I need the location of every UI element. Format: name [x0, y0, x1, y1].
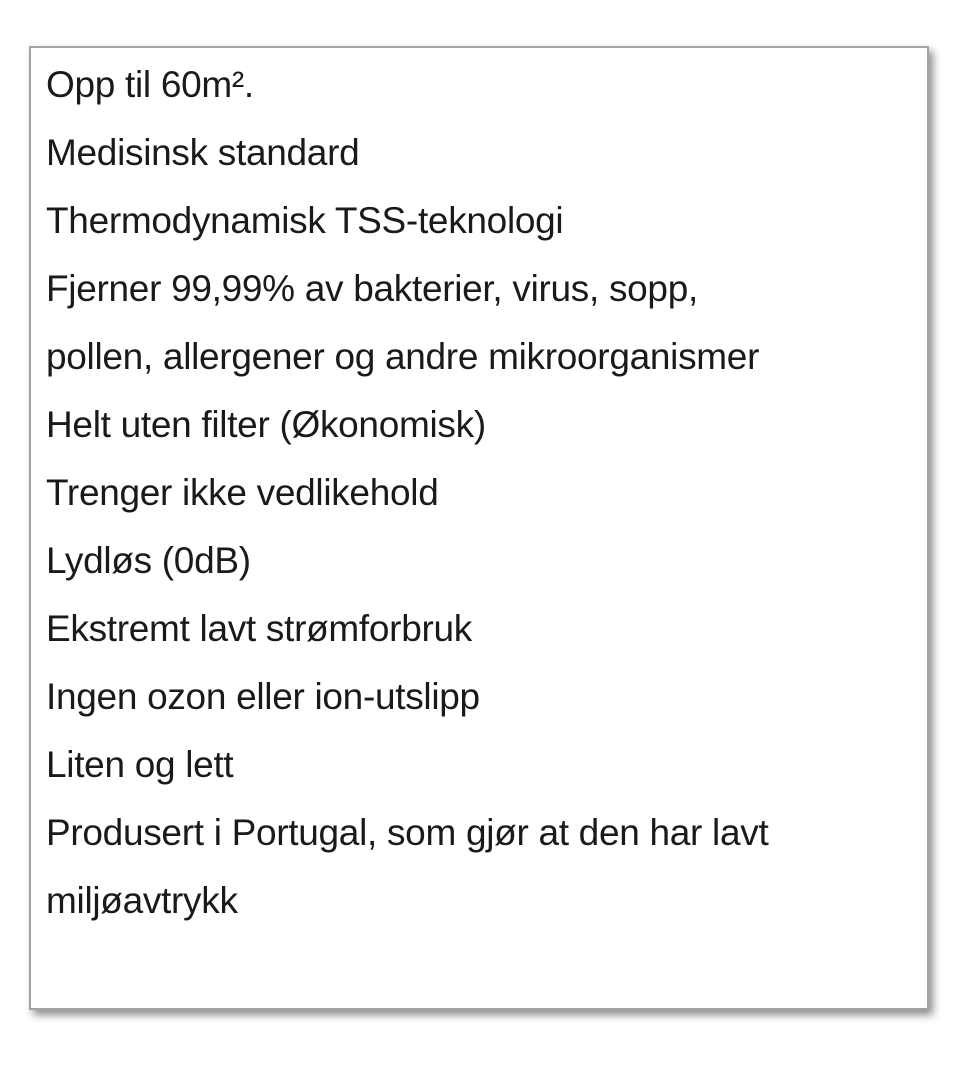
- feature-made-in-line-1: Produsert i Portugal, som gjør at den har lavt: [46, 812, 769, 853]
- feature-no-ozone: Ingen ozon eller ion-utslipp: [46, 676, 480, 717]
- feature-no-maintenance: Trenger ikke vedlikehold: [46, 472, 439, 513]
- feature-removal-line-1: Fjerner 99,99% av bakterier, virus, sopp,: [46, 268, 698, 309]
- feature-card: [29, 46, 929, 1010]
- feature-technology: Thermodynamisk TSS-teknologi: [46, 200, 564, 241]
- feature-removal-line-2: pollen, allergener og andre mikroorganismer: [46, 336, 760, 377]
- feature-small-light: Liten og lett: [46, 744, 234, 785]
- feature-low-power: Ekstremt lavt strømforbruk: [46, 608, 472, 649]
- feature-no-filter: Helt uten filter (Økonomisk): [46, 404, 486, 445]
- feature-silent: Lydløs (0dB): [46, 540, 251, 581]
- feature-list: [46, 48, 906, 935]
- feature-medical-standard: Medisinsk standard: [46, 132, 360, 173]
- feature-made-in-line-2: miljøavtrykk: [46, 880, 238, 921]
- feature-coverage: Opp til 60m².: [46, 64, 254, 105]
